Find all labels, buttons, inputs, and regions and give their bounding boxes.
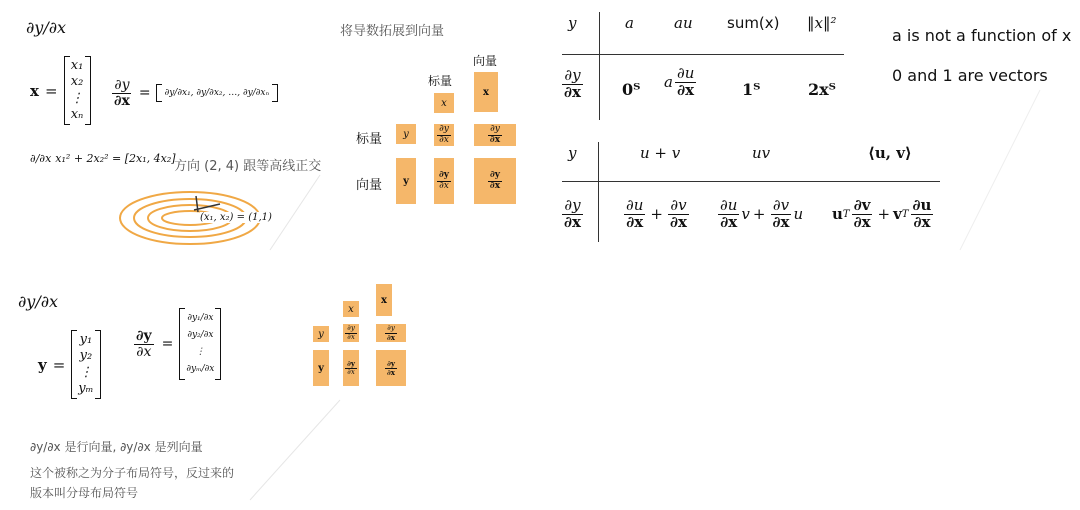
box-dy-dx-small [343, 324, 359, 342]
bottom-left-heading [18, 292, 58, 311]
table2-result-inner: u T $\frac{\partial v}{\partial x}$ + v T $\frac{\partial u}{\partial x}$ [832, 196, 932, 231]
note-not-function: a is not a function of x [892, 26, 1072, 45]
frac-num: ∂y [438, 170, 450, 181]
box-dyvec-dxvec-small [376, 350, 406, 386]
box-vector-y [396, 158, 416, 204]
frac-den: ∂x [387, 332, 395, 342]
col-entry: ∂yₘ/∂x [186, 364, 215, 375]
example-lhs: ∂/∂x [30, 152, 52, 165]
col-entry: ∂y₂/∂x [187, 330, 214, 341]
frac-num: ∂y [387, 359, 395, 369]
frac-den: ∂x [347, 367, 355, 376]
col-entry: ∂y₁/∂x [187, 313, 214, 323]
y-vector-definition: y = y₁ y₂ ⋮ yₘ [38, 330, 101, 399]
box-vector-x [474, 72, 498, 112]
layout-note-2b: 版本叫分母布局符号 [30, 486, 139, 500]
box-scalar-y [396, 124, 416, 144]
box-scalar-x [434, 93, 454, 113]
extend-title: 将导数拓展到向量 [340, 24, 445, 39]
y-vector-bracket [71, 330, 100, 399]
table1-header-a: a [625, 14, 634, 32]
dyvec-dx-frac [134, 329, 154, 359]
frac-num: ∂y [347, 324, 355, 333]
frac-den: ∂x [347, 332, 355, 341]
example-expr: x₁² + 2x₂² = [2x₁, 4x₂] [55, 152, 176, 165]
frac-den: ∂x [387, 367, 395, 377]
dx-den: ∂x [136, 343, 152, 360]
table1-header-au: au [674, 14, 693, 32]
point-label: (x₁, x₂) = (1,1) [200, 212, 272, 223]
box-dyvec-dx [434, 158, 454, 204]
box-label: x [483, 86, 489, 98]
x-entry: x₂ [70, 74, 84, 90]
box-label: x [441, 97, 447, 109]
frac-den: ∂x [489, 134, 501, 145]
table2-header-sum: u + v [640, 144, 681, 162]
col-vector-bracket [179, 308, 221, 380]
box-label: x [381, 294, 387, 306]
box-label: y [318, 362, 324, 374]
table1-result-0: 0ᵀ [622, 80, 641, 99]
dy-dx-col-definition: $\frac{\partial y}{\partial x}$ = ∂y₁/∂x ∂y₂/∂x ⋮ ∂yₘ/∂x [132, 308, 221, 380]
row-label-vector: 向量 [356, 178, 383, 193]
frac-den: ∂x [489, 180, 501, 191]
frac-den: ∂x [564, 82, 581, 101]
frac-den: ∂x [439, 134, 449, 145]
frac-num: ∂y [387, 324, 395, 333]
frac-num: ∂y [490, 124, 500, 135]
y-entry: y₂ [79, 348, 93, 364]
table1-result-3: 2xᵀ [808, 80, 836, 99]
table2-vline [598, 142, 599, 242]
table2-result-prod: $\frac{\partial u}{\partial x}$ v + $\frac{\partial v}{\partial x}$ u [720, 196, 804, 231]
table1-hline [562, 54, 844, 55]
box-dyvec-dx-small [343, 350, 359, 386]
table2-hline [562, 181, 940, 182]
table1-y-label: y [568, 14, 577, 32]
box-label: y [318, 328, 324, 340]
table1-deriv-label [560, 68, 585, 101]
row-vector-bracket: ∂y/∂x₁, ∂y/∂x₂, …, ∂y/∂xₙ [156, 84, 279, 102]
table2-y-label: y [568, 144, 577, 162]
box-label: y [403, 128, 409, 140]
table1-vline [599, 12, 600, 120]
table2-deriv-label [560, 198, 585, 231]
frac-num: ∂u [676, 64, 695, 82]
dy-dx-row-definition: $\frac{\partial y}{\partial x}$ = ∂y/∂x₁, ∂y/∂x₂, …, ∂y/∂xₙ [110, 78, 278, 108]
x-entry: ⋮ [70, 90, 84, 106]
table1-result-2: 1ᵀ [742, 80, 761, 99]
x-entry: x₁ [70, 58, 84, 73]
layout-note-2a: 这个被称之为分子布局符号，反过来的 [30, 466, 235, 480]
x-vector-definition: x = x₁ x₂ ⋮ xₙ [30, 56, 91, 125]
table2-header-inner: ⟨u, v⟩ [868, 144, 912, 162]
heading-text: ∂y/∂x [18, 292, 58, 311]
box-label: x [348, 303, 354, 315]
frac-num: ∂y [564, 196, 581, 214]
row-entry: … [228, 88, 238, 99]
frac-num: ∂y [564, 66, 581, 84]
col-label-scalar: 标量 [428, 74, 453, 88]
dy-num: ∂y [114, 77, 130, 93]
x-vector-label: x [30, 81, 39, 100]
row-label-scalar: 标量 [356, 132, 383, 147]
table1-header-norm: ‖x‖² [807, 14, 837, 32]
col-label-vector: 向量 [473, 54, 498, 68]
box-label: y [403, 175, 409, 187]
top-left-heading: ∂y/∂x [26, 18, 66, 37]
frac-num: ∂y [347, 359, 355, 369]
row-entry: ∂y/∂x₁ [164, 88, 191, 99]
note-vectors: 0 and 1 are vectors [892, 66, 1048, 85]
box-dy-dxvec [474, 124, 516, 146]
dx-den: ∂x [114, 92, 130, 109]
box-scalar-y-small [313, 326, 329, 342]
box-scalar-x-small [343, 301, 359, 317]
y-entry: y₁ [79, 332, 93, 347]
y-entry: ⋮ [79, 364, 93, 380]
layout-note-1: ∂y/∂x 是行向量, ∂y/∂x 是列向量 [30, 440, 203, 454]
box-vector-y-small [313, 350, 329, 386]
y-vector-label: y [38, 355, 47, 374]
dy-num: ∂y [136, 328, 152, 344]
frac-den: ∂x [439, 180, 449, 191]
frac-den: ∂x [564, 212, 581, 231]
frac-num: ∂y [439, 124, 449, 135]
box-dyvec-dxvec [474, 158, 516, 204]
table2-header-prod: uv [752, 144, 771, 162]
row-entry: ∂y/∂x₂ [196, 88, 223, 99]
table1-result-1: a $\frac{\partial u}{\partial x}$ [664, 64, 695, 99]
table2-result-sum: $\frac{\partial u}{\partial x}$ + $\frac{\partial v}{\partial x}$ [626, 196, 687, 231]
frac-num: ∂y [489, 170, 501, 181]
box-dy-dx [434, 124, 454, 146]
y-entry: yₘ [78, 380, 94, 396]
frac-den: ∂x [677, 80, 695, 99]
row-entry: ∂y/∂xₙ [242, 88, 270, 99]
box-dy-dxvec-small [376, 324, 406, 342]
box-vector-x-small [376, 284, 392, 316]
col-entry: ⋮ [195, 347, 205, 358]
orthogonal-annotation: 方向 (2, 4) 跟等高线正交 [174, 159, 322, 174]
table1-header-sum: sum(x) [727, 14, 780, 32]
x-entry: xₙ [70, 106, 84, 122]
